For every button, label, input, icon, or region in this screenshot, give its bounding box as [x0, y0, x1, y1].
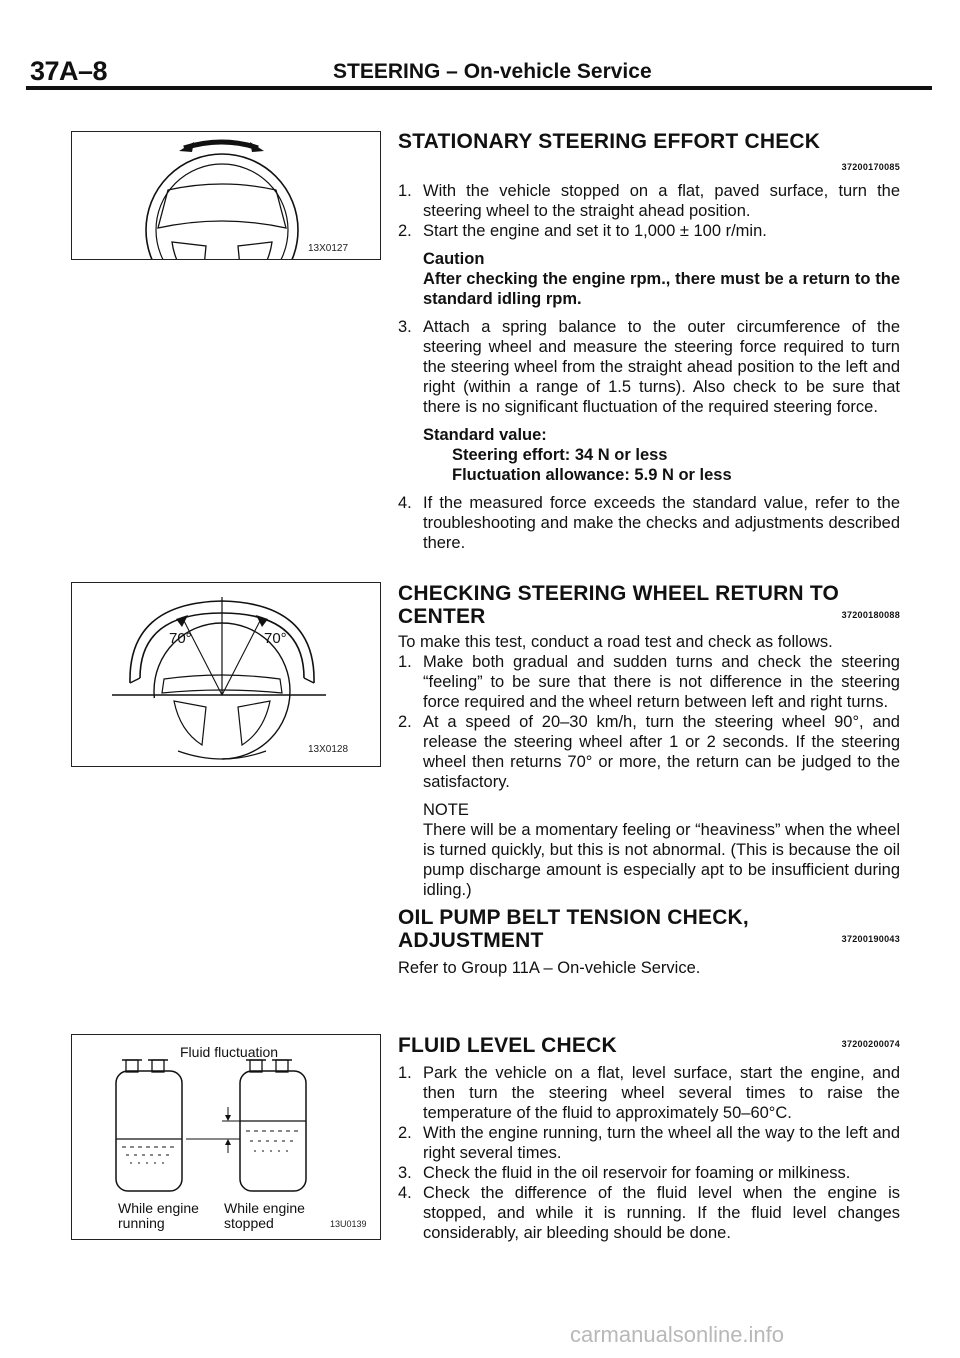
steering-wheel-angle-illustration	[72, 583, 380, 766]
step-4: 4. Check the difference of the fluid level when the engine is stopped, and while it is running. If the fluid level changes considerably, air bleeding should be done.	[398, 1184, 900, 1242]
caution-text: After checking the engine rpm., there must be a return to the standard idling rpm.	[423, 270, 900, 308]
steering-wheel-spring-balance-illustration	[72, 132, 380, 259]
section-title: FLUID LEVEL CHECK	[398, 1034, 617, 1057]
section-fluid-level	[398, 1034, 900, 1243]
step-2: 2. Start the engine and set it to 1,000 ± 100 r/min.	[398, 222, 767, 240]
section-code: 37200180088	[841, 610, 900, 620]
label-engine-stopped: While engine stopped	[224, 1200, 305, 1231]
section-text: Refer to Group 11A – On-vehicle Service.	[398, 959, 701, 977]
header-rule	[26, 86, 932, 90]
label-engine-running: While engine running	[118, 1200, 199, 1231]
step-4: 4. If the measured force exceeds the standard value, refer to the troubleshooting and make the checks and adjustments described there.	[398, 494, 900, 552]
section-title: STATIONARY STEERING EFFORT CHECK	[398, 130, 821, 153]
section-return-to-center	[398, 582, 900, 900]
standard-value-1: Steering effort: 34 N or less	[452, 446, 668, 464]
figure-steering-effort	[71, 131, 381, 260]
page-title: STEERING – On-vehicle Service	[333, 60, 652, 83]
section-code: 37200200074	[841, 1039, 900, 1049]
caution-title: Caution	[423, 250, 485, 268]
figure-title: Fluid fluctuation	[180, 1044, 279, 1060]
note-text: There will be a momentary feeling or “heaviness” when the wheel is turned quickly, but this is not abnormal. (This is because the oil pump discharge amount is especially apt to be insufficient during idling.)	[423, 821, 900, 899]
step-1: 1. Park the vehicle on a flat, level surface, start the engine, and then turn the steering wheel several times to raise the temperature of the fluid to approximately 50–60°C.	[398, 1064, 900, 1122]
section-title-row	[398, 1034, 900, 1057]
standard-value-title: Standard value:	[423, 426, 547, 444]
section-title-row	[398, 605, 900, 628]
angle-label-right: 70°	[264, 630, 287, 647]
section-stationary-steering-effort	[398, 130, 900, 553]
angle-label-left: 70°	[169, 630, 192, 647]
figure-code: 13U0139	[330, 1219, 367, 1229]
figure-fluid-fluctuation	[71, 1034, 381, 1240]
figure-code: 13X0127	[308, 243, 349, 254]
figure-code: 13X0128	[308, 744, 349, 755]
step-1: 1. Make both gradual and sudden turns and check the steering “feeling” to be sure that there is not difference in the steering force required and the wheel return between left and right turns.	[398, 653, 900, 711]
step-2: 2. At a speed of 20–30 km/h, turn the steering wheel 90°, and release the steering wheel after 1 or 2 seconds. If the steering wheel then returns 70° or more, the return can be judged to the satisfactory.	[398, 713, 900, 791]
step-3: 3. Check the fluid in the oil reservoir for foaming or milkiness.	[398, 1164, 851, 1182]
step-3: 3. Attach a spring balance to the outer circumference of the steering wheel and measure the steering force required to turn the steering wheel from the straight ahead position to the left and right (within a range of 1.5 turns). Also check to be sure that there is no significant fluctuation of the required steering force.	[398, 318, 900, 416]
section-title-line2: ADJUSTMENT	[398, 929, 544, 952]
section-title-line2: CENTER	[398, 605, 486, 628]
standard-value-2: Fluctuation allowance: 5.9 N or less	[452, 466, 732, 484]
section-code: 37200190043	[841, 934, 900, 944]
section-title-line1: OIL PUMP BELT TENSION CHECK,	[398, 906, 749, 929]
note-title: NOTE	[423, 801, 469, 819]
section-code: 37200170085	[841, 162, 900, 172]
watermark: carmanualsonline.info	[570, 1322, 785, 1347]
section-title-row	[398, 929, 900, 952]
section-title-line1: CHECKING STEERING WHEEL RETURN TO	[398, 582, 840, 605]
figure-return-to-center	[71, 582, 381, 767]
step-1: 1. With the vehicle stopped on a flat, paved surface, turn the steering wheel to the straight ahead position.	[398, 182, 900, 220]
section-intro: To make this test, conduct a road test and check as follows.	[398, 633, 833, 651]
step-2: 2. With the engine running, turn the wheel all the way to the left and right several times.	[398, 1124, 900, 1162]
page-number: 37A–8	[30, 56, 108, 86]
section-oil-pump-belt	[398, 906, 900, 978]
